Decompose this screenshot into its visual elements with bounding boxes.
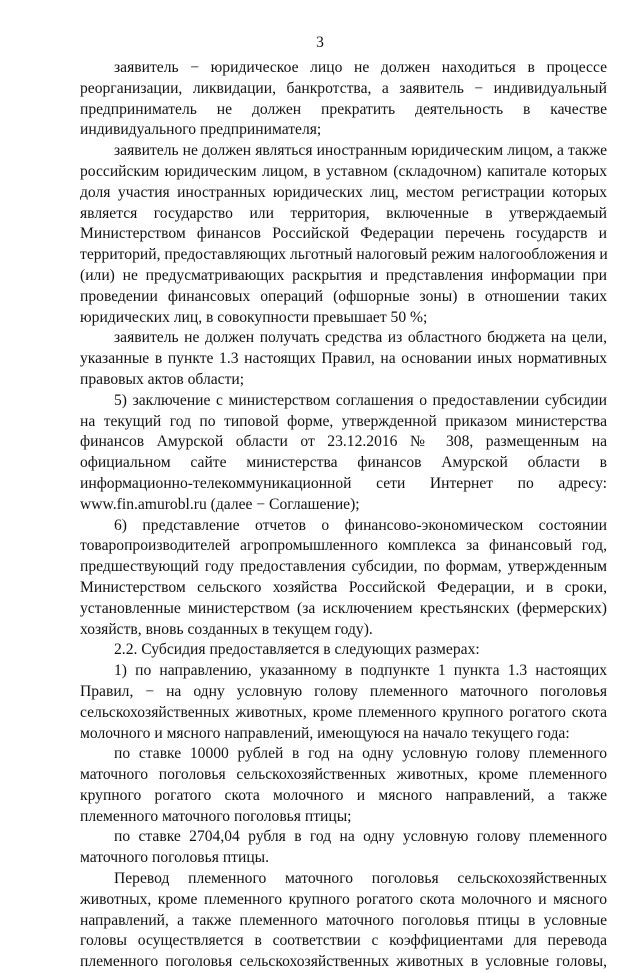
text-line: крупного рогатого скота молочного и мясного направлений, а также xyxy=(80,786,607,804)
text-line: заявитель не должен являться иностранным юридическим лицом, а также xyxy=(114,142,607,160)
text-line: заявитель − юридическое лицо не должен находиться в процессе xyxy=(114,59,607,76)
text-line: официальном сайте министерства финансов Амурской области в xyxy=(80,454,607,472)
text-line: сельскохозяйственных животных, кроме племенного крупного рогатого скота xyxy=(80,703,607,721)
text-line: по ставке 10000 рублей в год на одну условную голову племенного xyxy=(114,745,607,763)
text-line: реорганизации, ликвидации, банкротства, а заявитель − индивидуальный xyxy=(80,79,607,97)
text-line: юридических лиц, в совокупности превышает 50 %; xyxy=(80,308,428,326)
text-line: заявитель не должен получать средства из областного бюджета на цели, xyxy=(114,329,607,347)
text-line: www.fin.amurobl.ru (далее − Соглашение); xyxy=(80,495,360,513)
text-line: информационно-телекоммуникационной сети Интернет по адресу: xyxy=(80,474,607,492)
text-line: Перевод племенного маточного поголовья сельскохозяйственных xyxy=(114,870,607,888)
text-line: проведении финансовых операций (офшорные зоны) в отношении таких xyxy=(80,287,607,305)
text-line: 5) заключение с министерством соглашения о предоставлении субсидии xyxy=(114,391,607,409)
text-line: животных, кроме племенного крупного рогатого скота молочного и мясного xyxy=(80,890,607,908)
text-line: Министерством финансов Российской Федерации перечень государств и xyxy=(80,225,607,243)
text-line: 2.2. Субсидия предоставляется в следующих размерах: xyxy=(114,641,480,659)
text-line: товаропроизводителей агропромышленного комплекса за финансовый год, xyxy=(80,537,607,555)
text-line: указанные в пункте 1.3 настоящих Правил, на основании иных нормативных xyxy=(80,350,607,368)
text-line: доля участия иностранных юридических лиц, местом регистрации которых xyxy=(80,183,607,201)
text-line: (или) не предусматривающих раскрытия и представления информации при xyxy=(80,266,607,284)
text-line: предшествующий году предоставления субсидии, по формам, утвержденным xyxy=(80,558,607,576)
text-line: установленные министерством (за исключением крестьянских (фермерских) xyxy=(80,599,607,617)
text-line: 1) по направлению, указанному в подпункте 1 пункта 1.3 настоящих xyxy=(114,662,607,680)
text-line: 6) представление отчетов о финансово-экономическом состоянии xyxy=(114,516,607,534)
text-line: Министерством сельского хозяйства Российской Федерации, и в сроки, xyxy=(80,578,607,596)
text-line: по ставке 2704,04 рубля в год на одну условную голову племенного xyxy=(114,828,607,846)
text-line: маточного поголовья сельскохозяйственных животных, кроме племенного xyxy=(80,766,607,784)
text-line: на текущий год по типовой форме, утвержденной приказом министерства xyxy=(80,412,607,430)
text-line: направлений, а также племенного маточного поголовья птицы в условные xyxy=(80,911,607,929)
text-line: индивидуального предпринимателя; xyxy=(80,121,322,139)
text-line: российским юридическим лицом, в уставном (складочном) капитале которых xyxy=(80,162,607,180)
text-line: является государство или территория, включенные в утверждаемый xyxy=(80,204,607,222)
page-number: 3 xyxy=(316,34,324,51)
text-line: племенного поголовья сельскохозяйственных животных в условные головы, xyxy=(80,953,607,971)
text-line: хозяйств, вновь созданных в текущем году). xyxy=(80,620,373,638)
text-line: молочного и мясного направлений, имеющуюся на начало текущего года: xyxy=(80,724,570,742)
document-body xyxy=(80,58,607,973)
text-line: территорий, предоставляющих льготный налоговый режим налогообложения и xyxy=(80,246,608,264)
text-line: маточного поголовья птицы. xyxy=(80,849,270,867)
text-line: племенного маточного поголовья птицы; xyxy=(80,807,352,825)
text-line: предприниматель не должен прекратить деятельность в качестве xyxy=(80,100,607,118)
text-line: головы осуществляется в соответствии с коэффициентами для перевода xyxy=(80,932,607,950)
text-line: Правил, − на одну условную голову племенного маточного поголовья xyxy=(80,682,607,700)
text-line: правовых актов области; xyxy=(80,370,245,388)
text-line: финансов Амурской области от 23.12.2016 № 308, размещенным на xyxy=(80,433,607,451)
